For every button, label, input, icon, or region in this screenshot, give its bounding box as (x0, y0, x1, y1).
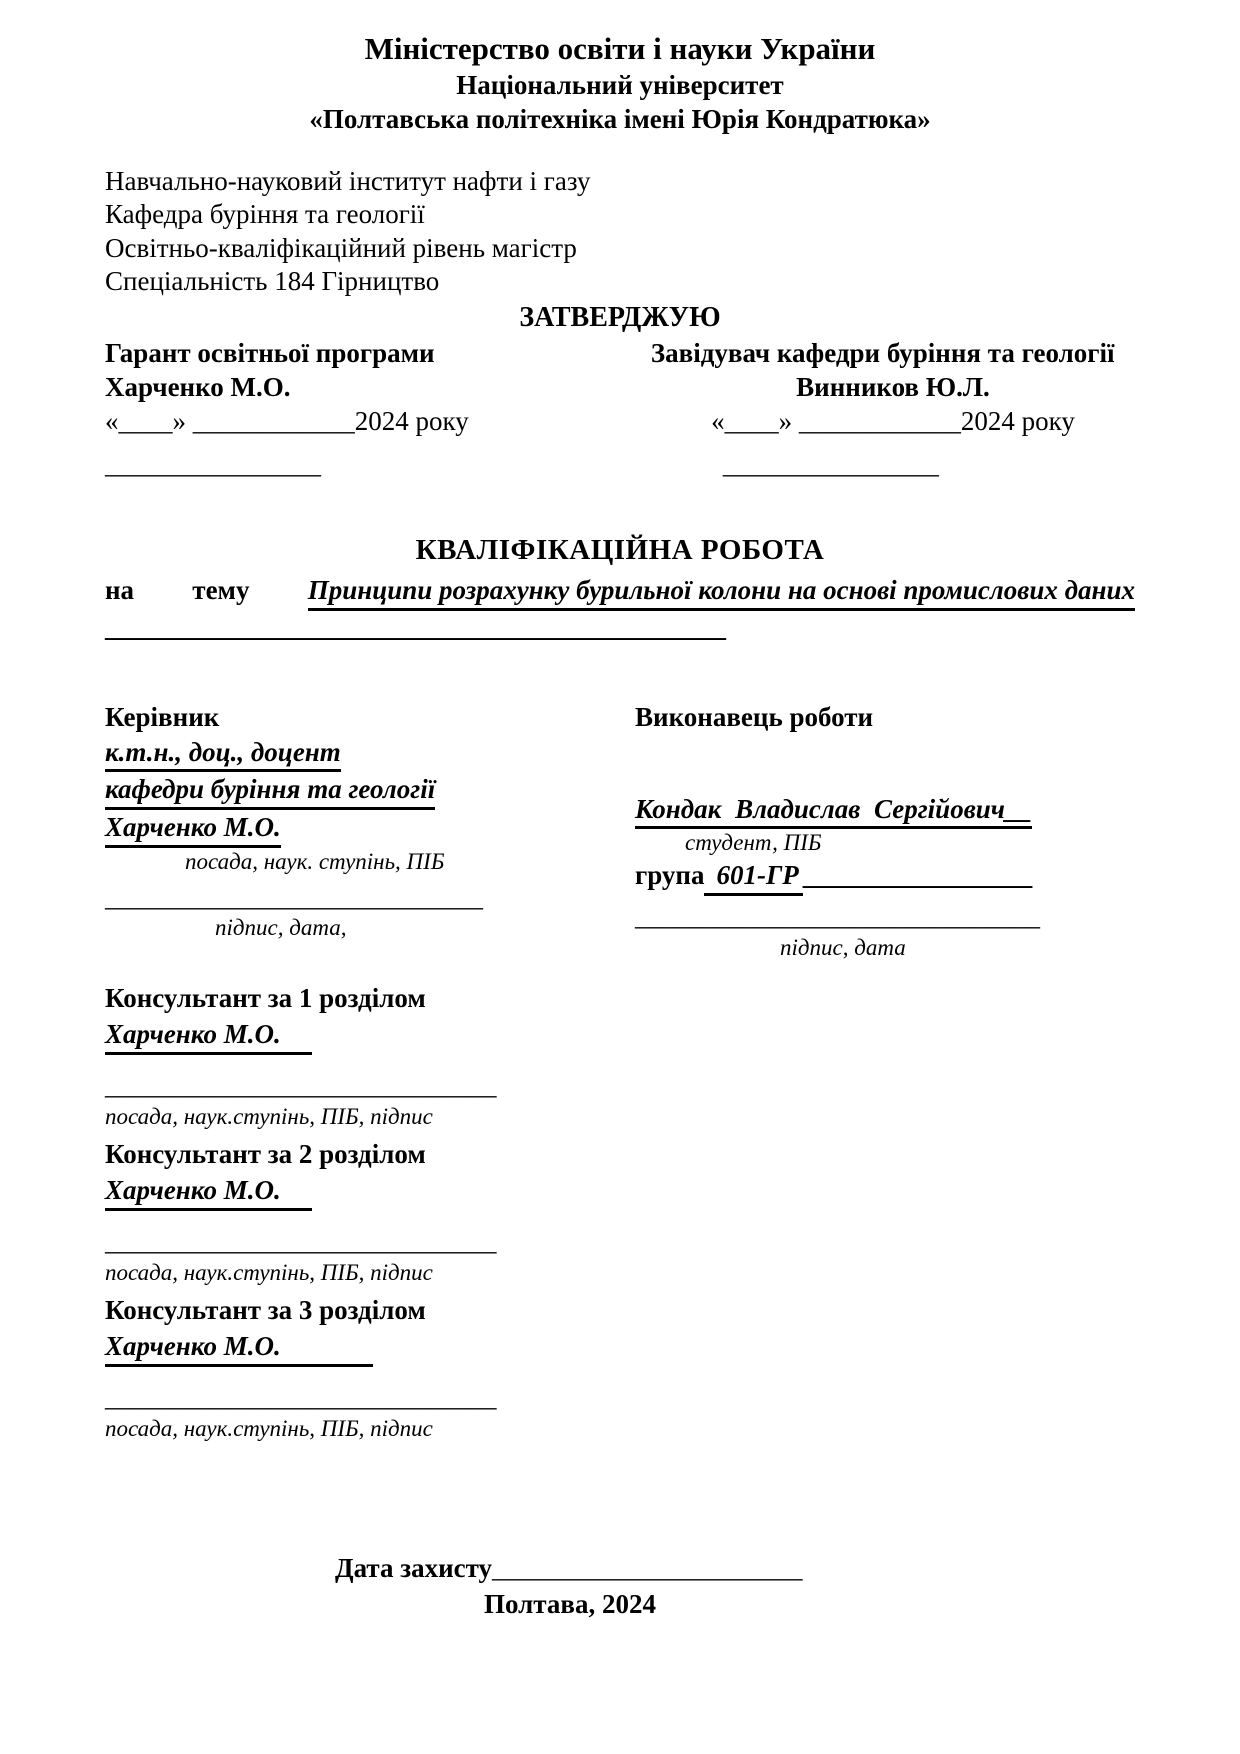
executor-block (635, 701, 1135, 963)
group-label: група (635, 860, 705, 891)
consultant-caption: посада, наук.ступінь, ПІБ, підпис (105, 1103, 433, 1129)
guarantor-block (105, 337, 589, 438)
executor-signature-line: ______________________________ (635, 900, 1040, 931)
defense-date-line-wrap (335, 1552, 805, 1586)
approval-row (105, 337, 1135, 438)
consultant-heading: Консультант за 2 розділом (105, 1139, 426, 1170)
department-head-role: Завідувач кафедри буріння та геології (650, 338, 1115, 369)
consultant-name: Харченко М.О. (105, 1018, 312, 1055)
executor-heading: Виконавець роботи (635, 701, 874, 732)
approval-signature-row (105, 448, 1135, 482)
defense-date-label: Дата захисту (335, 1553, 493, 1583)
executor-name: Кондак Владислав Сергійович__ (635, 793, 1032, 830)
department-head-block (651, 337, 1135, 438)
consultant-section-1 (105, 982, 1135, 1131)
institute-line: Навчально-науковий інститут нафти і газу (105, 166, 591, 197)
group-line (635, 859, 1135, 896)
institution-details (105, 166, 1135, 296)
topic-extra-line: ______________________________________________ (105, 612, 726, 643)
supervisor-position-line2: кафедри буріння та геології (105, 773, 435, 810)
city-year: Полтава, 2024 (484, 1588, 656, 1619)
consultant-caption: посада, наук.ступінь, ПІБ, підпис (105, 1259, 433, 1285)
ministry-title: Міністерство освіти і науки України (364, 31, 876, 66)
consultant-signature-line: _____________________________ (105, 1069, 497, 1100)
defense-date-line: _______________________ (492, 1553, 803, 1583)
executor-caption: студент, ПІБ (685, 830, 822, 856)
supervisor-name: Харченко М.О. (105, 811, 281, 848)
footer (335, 1552, 805, 1622)
executor-signature-caption: підпис, дата (780, 934, 906, 960)
specialty-line: Спеціальність 184 Гірництво (105, 265, 440, 296)
group-line-tail: _________________ (802, 860, 1033, 891)
department-head-date-line: «____» ____________2024 року (711, 405, 1075, 436)
guarantor-name: Харченко М.О. (105, 371, 291, 402)
consultant-heading: Консультант за 1 розділом (105, 983, 426, 1014)
supervisor-signature-line: ____________________________ (105, 881, 483, 912)
supervisor-position-line1: к.т.н., доц., доцент (105, 736, 341, 773)
supervisor-signature-caption: підпис, дата, (215, 915, 347, 941)
university-name: «Полтавська політехніка імені Юрія Кондратюка» (309, 103, 931, 134)
topic-label: на тему (105, 575, 250, 606)
university-title: Національний університет (456, 69, 784, 100)
approve-heading: ЗАТВЕРДЖУЮ (519, 302, 721, 334)
department-head-signature-line: ________________ (722, 449, 939, 480)
supervisor-caption: посада, наук. ступінь, ПІБ (185, 848, 445, 874)
consultant-section-2 (105, 1138, 1135, 1287)
guarantor-signature-line: ________________ (105, 449, 321, 480)
consultant-name: Харченко М.О. (105, 1330, 373, 1367)
work-type-heading: КВАЛІФІКАЦІЙНА РОБОТА (415, 534, 825, 567)
supervisor-block (105, 701, 635, 963)
department-head-name: Винников Ю.Л. (796, 371, 990, 402)
topic-line (105, 574, 1135, 611)
consultant-section-3 (105, 1294, 1135, 1443)
department-line: Кафедра буріння та геології (105, 199, 425, 230)
group-value: 601-ГР (704, 859, 802, 896)
consultant-caption: посада, наук.ступінь, ПІБ, підпис (105, 1415, 433, 1441)
supervisor-heading: Керівник (105, 701, 220, 732)
consultant-signature-line: _____________________________ (105, 1381, 497, 1412)
consultants-section (105, 982, 1135, 1443)
people-row (105, 701, 1135, 963)
topic-title: Принципи розрахунку бурильної колони на основі промислових даних (308, 574, 1135, 611)
guarantor-date-line: «____» ____________2024 року (105, 405, 469, 436)
education-level-line: Освітньо-кваліфікаційний рівень магістр (105, 232, 577, 263)
guarantor-role: Гарант освітньої програми (105, 338, 435, 369)
consultant-name: Харченко М.О. (105, 1174, 312, 1211)
consultant-signature-line: _____________________________ (105, 1225, 497, 1256)
consultant-heading: Консультант за 3 розділом (105, 1295, 426, 1326)
